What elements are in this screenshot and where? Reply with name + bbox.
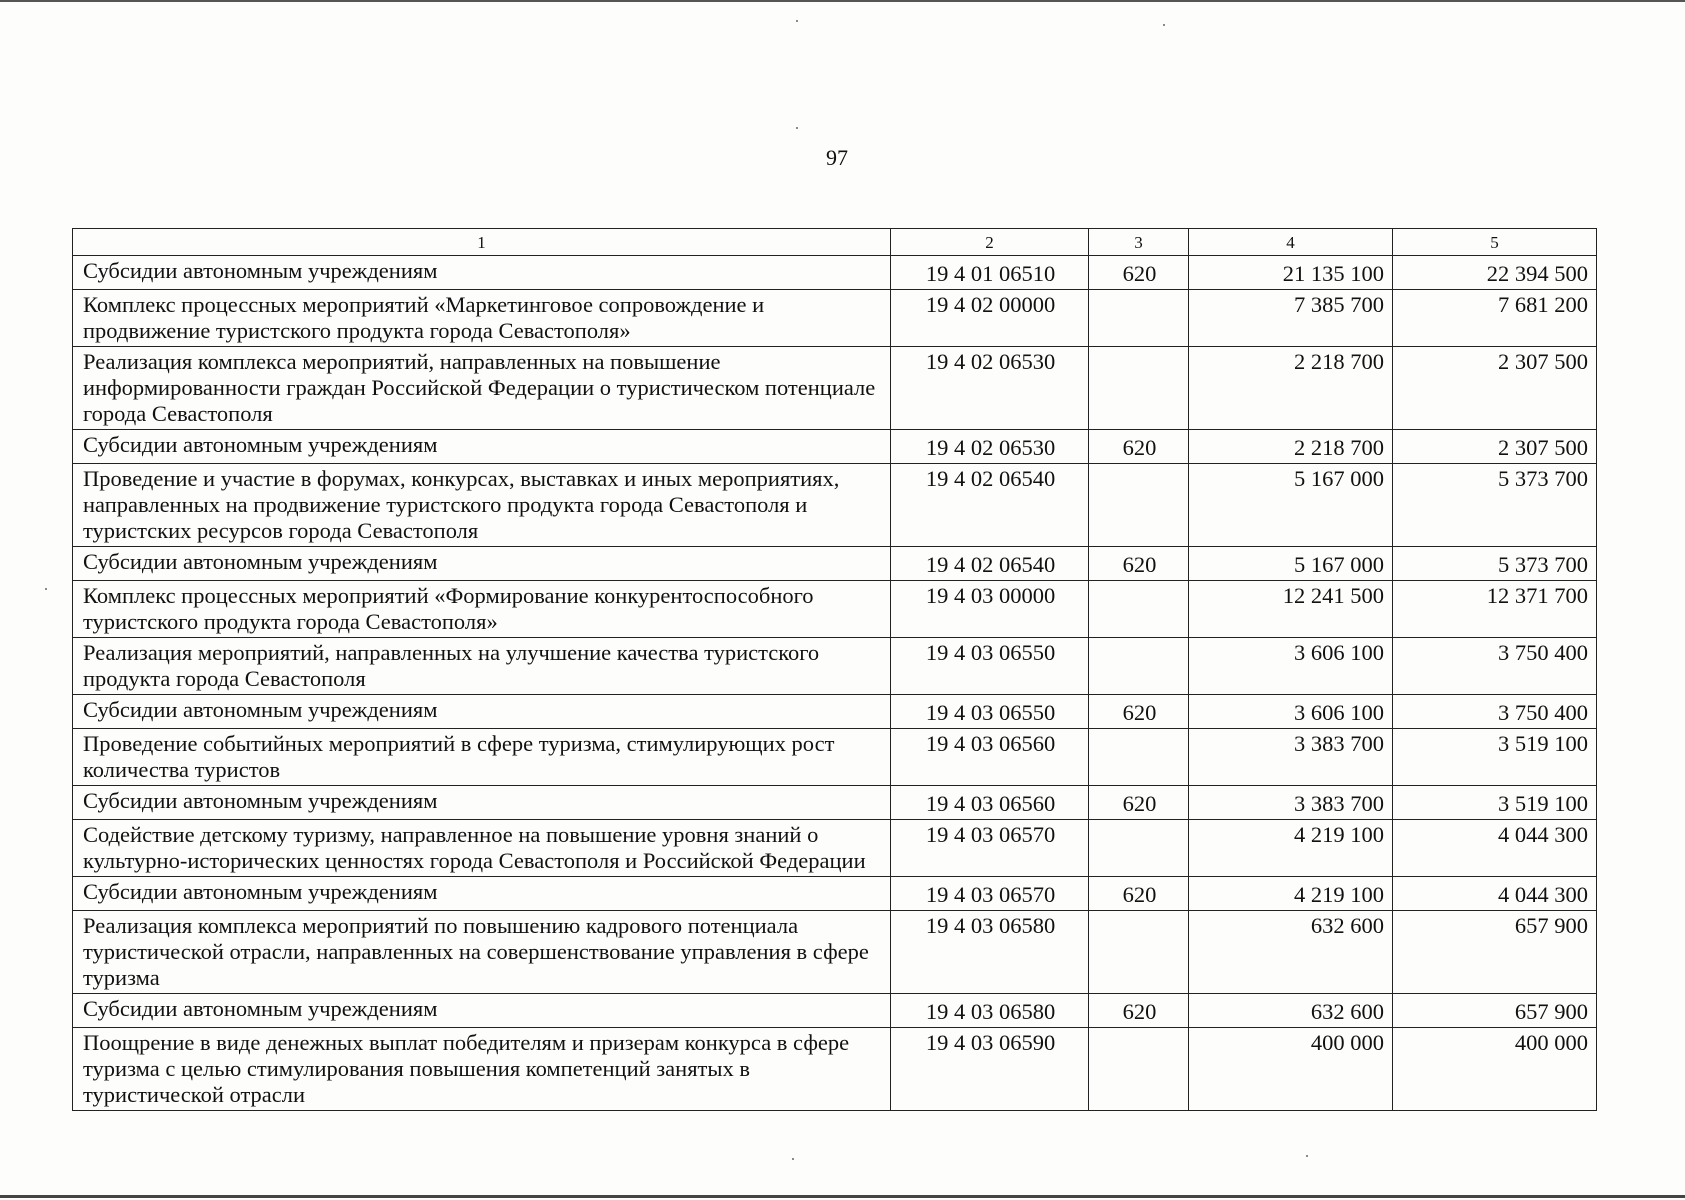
row-code-cell: 19 4 03 06550 xyxy=(891,638,1089,695)
row-name-cell: Содействие детскому туризму, направленное на повышение уровня знаний о культурно-исторических ценностях города Севастополя и Российской Федерации xyxy=(73,820,891,877)
scan-speck xyxy=(796,20,798,22)
row-amount-year1-cell: 21 135 100 xyxy=(1189,256,1393,290)
row-amount-year1-cell: 3 606 100 xyxy=(1189,695,1393,729)
scan-speck xyxy=(796,127,798,129)
row-code-cell: 19 4 03 06560 xyxy=(891,786,1089,820)
row-name-cell: Субсидии автономным учреждениям xyxy=(73,430,891,464)
row-amount-year1-cell: 632 600 xyxy=(1189,911,1393,994)
row-type-cell: 620 xyxy=(1089,695,1189,729)
row-code-cell: 19 4 02 06540 xyxy=(891,464,1089,547)
row-code-cell: 19 4 02 00000 xyxy=(891,290,1089,347)
row-type-cell: 620 xyxy=(1089,547,1189,581)
row-type-cell: 620 xyxy=(1089,786,1189,820)
row-name-cell: Субсидии автономным учреждениям xyxy=(73,877,891,911)
row-amount-year1-cell: 3 383 700 xyxy=(1189,786,1393,820)
row-name-cell: Комплекс процессных мероприятий «Маркетинговое сопровождение и продвижение туристского продукта города Севастополя» xyxy=(73,290,891,347)
table-row xyxy=(73,581,1597,638)
row-name-cell: Проведение и участие в форумах, конкурсах, выставках и иных мероприятиях, направленных на продвижение туристского продукта города Севастополя и туристских ресурсов города Севастополя xyxy=(73,464,891,547)
row-type-cell: 620 xyxy=(1089,256,1189,290)
budget-table xyxy=(72,228,1597,1111)
row-type-cell xyxy=(1089,464,1189,547)
header-cell: 4 xyxy=(1189,229,1393,256)
table-row xyxy=(73,430,1597,464)
row-code-cell: 19 4 02 06540 xyxy=(891,547,1089,581)
row-name-cell: Реализация комплекса мероприятий, направленных на повышение информированности граждан Российской Федерации о туристическом потенциале города Севастополя xyxy=(73,347,891,430)
row-type-cell: 620 xyxy=(1089,994,1189,1028)
table-row xyxy=(73,290,1597,347)
table-row xyxy=(73,256,1597,290)
row-code-cell: 19 4 02 06530 xyxy=(891,347,1089,430)
table-row xyxy=(73,911,1597,994)
row-name-cell: Реализация комплекса мероприятий по повышению кадрового потенциала туристической отрасли, направленных на совершенствование управления в сфере туризма xyxy=(73,911,891,994)
row-code-cell: 19 4 03 00000 xyxy=(891,581,1089,638)
row-name-cell: Субсидии автономным учреждениям xyxy=(73,994,891,1028)
row-type-cell xyxy=(1089,1028,1189,1111)
row-type-cell xyxy=(1089,820,1189,877)
scan-speck xyxy=(792,1158,794,1160)
row-amount-year2-cell: 2 307 500 xyxy=(1393,430,1597,464)
row-name-cell: Субсидии автономным учреждениям xyxy=(73,786,891,820)
row-amount-year2-cell: 4 044 300 xyxy=(1393,820,1597,877)
row-code-cell: 19 4 01 06510 xyxy=(891,256,1089,290)
table-row xyxy=(73,729,1597,786)
row-code-cell: 19 4 03 06560 xyxy=(891,729,1089,786)
table-row xyxy=(73,786,1597,820)
row-amount-year2-cell: 5 373 700 xyxy=(1393,547,1597,581)
row-amount-year2-cell: 2 307 500 xyxy=(1393,347,1597,430)
row-amount-year1-cell: 7 385 700 xyxy=(1189,290,1393,347)
row-type-cell: 620 xyxy=(1089,877,1189,911)
row-amount-year2-cell: 12 371 700 xyxy=(1393,581,1597,638)
table-row xyxy=(73,820,1597,877)
row-amount-year2-cell: 22 394 500 xyxy=(1393,256,1597,290)
row-amount-year1-cell: 4 219 100 xyxy=(1189,820,1393,877)
row-amount-year1-cell: 2 218 700 xyxy=(1189,430,1393,464)
scan-edge-top xyxy=(0,0,1685,2)
row-amount-year1-cell: 5 167 000 xyxy=(1189,464,1393,547)
row-type-cell xyxy=(1089,911,1189,994)
row-type-cell xyxy=(1089,729,1189,786)
row-code-cell: 19 4 02 06530 xyxy=(891,430,1089,464)
table-row xyxy=(73,994,1597,1028)
row-amount-year2-cell: 400 000 xyxy=(1393,1028,1597,1111)
row-amount-year1-cell: 5 167 000 xyxy=(1189,547,1393,581)
table-row xyxy=(73,1028,1597,1111)
row-amount-year2-cell: 657 900 xyxy=(1393,911,1597,994)
row-amount-year1-cell: 12 241 500 xyxy=(1189,581,1393,638)
row-type-cell xyxy=(1089,290,1189,347)
table-row xyxy=(73,347,1597,430)
row-type-cell xyxy=(1089,347,1189,430)
scan-edge-bottom xyxy=(0,1195,1685,1198)
row-amount-year2-cell: 4 044 300 xyxy=(1393,877,1597,911)
row-amount-year1-cell: 2 218 700 xyxy=(1189,347,1393,430)
row-name-cell: Проведение событийных мероприятий в сфере туризма, стимулирующих рост количества туристов xyxy=(73,729,891,786)
row-name-cell: Реализация мероприятий, направленных на улучшение качества туристского продукта города Севастополя xyxy=(73,638,891,695)
row-amount-year1-cell: 3 383 700 xyxy=(1189,729,1393,786)
page-number: 97 xyxy=(826,145,848,170)
scan-speck xyxy=(45,588,47,590)
row-amount-year2-cell: 3 750 400 xyxy=(1393,638,1597,695)
row-amount-year2-cell: 3 519 100 xyxy=(1393,786,1597,820)
table-row xyxy=(73,877,1597,911)
scan-speck xyxy=(1306,1155,1308,1157)
table-row xyxy=(73,638,1597,695)
row-code-cell: 19 4 03 06570 xyxy=(891,877,1089,911)
row-code-cell: 19 4 03 06580 xyxy=(891,994,1089,1028)
header-cell: 3 xyxy=(1089,229,1189,256)
row-name-cell: Субсидии автономным учреждениям xyxy=(73,547,891,581)
row-code-cell: 19 4 03 06550 xyxy=(891,695,1089,729)
row-amount-year2-cell: 7 681 200 xyxy=(1393,290,1597,347)
table-row xyxy=(73,547,1597,581)
row-amount-year1-cell: 400 000 xyxy=(1189,1028,1393,1111)
header-cell: 5 xyxy=(1393,229,1597,256)
table-row xyxy=(73,464,1597,547)
row-type-cell xyxy=(1089,638,1189,695)
row-type-cell: 620 xyxy=(1089,430,1189,464)
scan-speck xyxy=(1163,24,1165,26)
row-code-cell: 19 4 03 06580 xyxy=(891,911,1089,994)
row-name-cell: Поощрение в виде денежных выплат победителям и призерам конкурса в сфере туризма с целью стимулирования повышения компетенций занятых в туристической отрасли xyxy=(73,1028,891,1111)
table-header-row xyxy=(73,229,1597,256)
row-amount-year2-cell: 657 900 xyxy=(1393,994,1597,1028)
row-type-cell xyxy=(1089,581,1189,638)
row-amount-year1-cell: 3 606 100 xyxy=(1189,638,1393,695)
table-row xyxy=(73,695,1597,729)
row-name-cell: Субсидии автономным учреждениям xyxy=(73,695,891,729)
row-amount-year2-cell: 3 519 100 xyxy=(1393,729,1597,786)
row-name-cell: Комплекс процессных мероприятий «Формирование конкурентоспособного туристского продукта города Севастополя» xyxy=(73,581,891,638)
row-amount-year1-cell: 4 219 100 xyxy=(1189,877,1393,911)
header-cell: 2 xyxy=(891,229,1089,256)
row-amount-year2-cell: 5 373 700 xyxy=(1393,464,1597,547)
row-name-cell: Субсидии автономным учреждениям xyxy=(73,256,891,290)
header-cell: 1 xyxy=(73,229,891,256)
row-code-cell: 19 4 03 06570 xyxy=(891,820,1089,877)
row-amount-year1-cell: 632 600 xyxy=(1189,994,1393,1028)
row-code-cell: 19 4 03 06590 xyxy=(891,1028,1089,1111)
row-amount-year2-cell: 3 750 400 xyxy=(1393,695,1597,729)
